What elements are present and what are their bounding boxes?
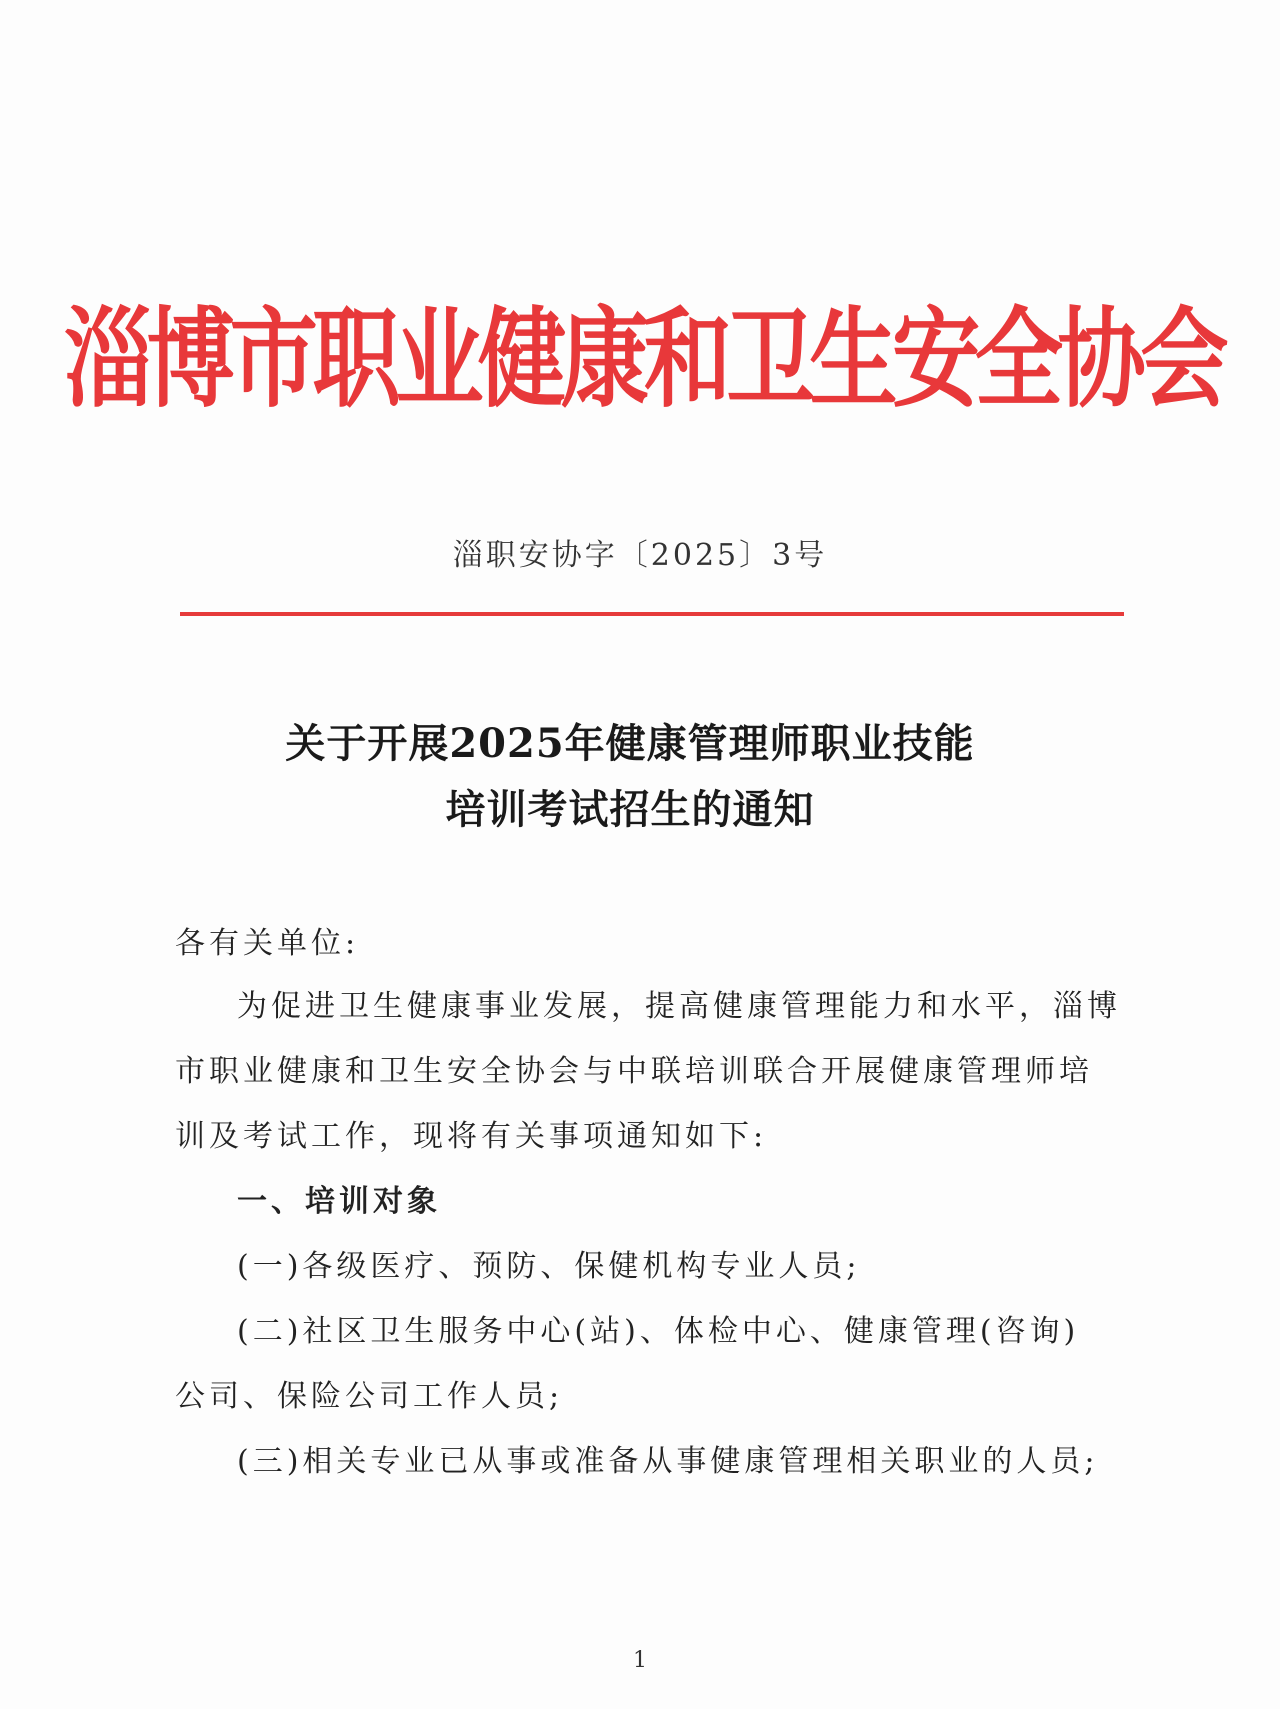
notice-title-line-1: 关于开展2025年健康管理师职业技能 bbox=[285, 720, 975, 767]
notice-title-line-2: 培训考试招生的通知 bbox=[445, 786, 815, 833]
letterhead-organization-name: 淄博市职业健康和卫生安全协会 bbox=[64, 296, 1224, 423]
salutation: 各有关单位: bbox=[175, 926, 360, 961]
page-number: 1 bbox=[633, 1648, 647, 1673]
section-heading-training-targets: 一、培训对象 bbox=[237, 1184, 441, 1219]
intro-paragraph-line-2: 市职业健康和卫生安全协会与中联培训联合开展健康管理师培 bbox=[175, 1054, 1093, 1089]
intro-paragraph-line-3: 训及考试工作，现将有关事项通知如下: bbox=[175, 1119, 768, 1154]
list-item-2-line-1: (二)社区卫生服务中心(站)、体检中心、健康管理(咨询) bbox=[237, 1314, 1080, 1349]
intro-paragraph-line-1: 为促进卫生健康事业发展，提高健康管理能力和水平，淄博 bbox=[237, 989, 1121, 1024]
red-divider-line bbox=[180, 612, 1124, 616]
list-item-2-line-2: 公司、保险公司工作人员; bbox=[175, 1379, 564, 1414]
list-item-3: (三)相关专业已从事或准备从事健康管理相关职业的人员; bbox=[237, 1444, 1099, 1479]
document-number: 淄职安协字〔2025〕3号 bbox=[452, 538, 828, 573]
list-item-1: (一)各级医疗、预防、保健机构专业人员; bbox=[237, 1249, 861, 1284]
